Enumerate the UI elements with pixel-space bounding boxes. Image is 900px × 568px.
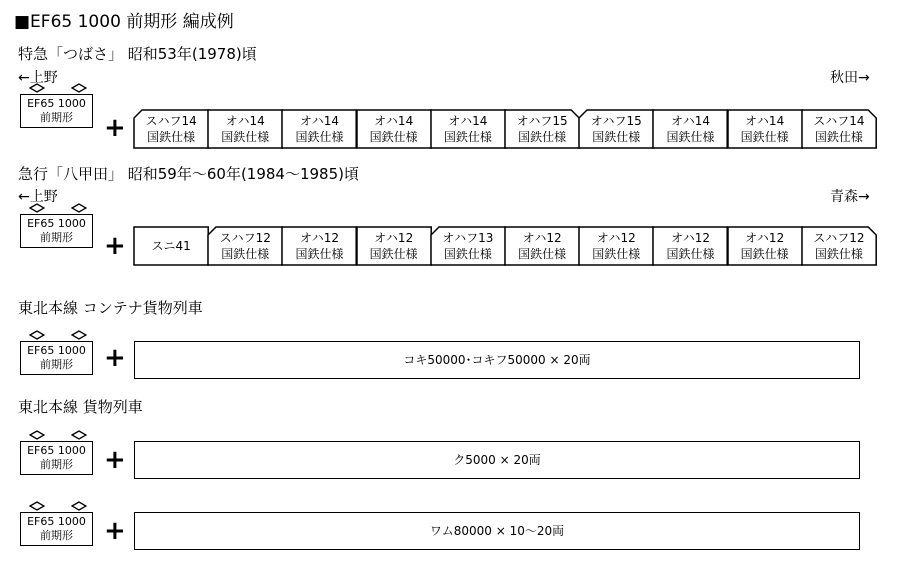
plus-sign: + xyxy=(104,445,126,475)
passenger-car xyxy=(653,110,727,148)
car-spec-label: 国鉄仕様 xyxy=(295,247,344,261)
passenger-car xyxy=(357,227,431,265)
freight-car-label: ワム80000 × 10～20両 xyxy=(429,524,565,538)
plus-sign: + xyxy=(104,113,126,143)
car-spec-label: 国鉄仕様 xyxy=(518,130,567,144)
passenger-car xyxy=(282,227,356,265)
car-spec-label: 国鉄仕様 xyxy=(443,247,492,261)
passenger-car xyxy=(208,227,282,265)
direction-right-akita: 秋田→ xyxy=(830,70,870,86)
car-spec-label: 国鉄仕様 xyxy=(666,130,715,144)
freight-car-block xyxy=(134,441,860,479)
locomotive-variant-label: 前期形 xyxy=(40,111,73,124)
locomotive-variant-label: 前期形 xyxy=(40,358,73,371)
car-type-label: オハ12 xyxy=(374,231,414,245)
car-type-label: オハフ13 xyxy=(442,231,494,245)
pantograph-icon xyxy=(71,203,87,213)
car-type-label: オハ14 xyxy=(225,114,265,128)
passenger-car xyxy=(431,110,505,148)
car-spec-label: 国鉄仕様 xyxy=(740,247,789,261)
passenger-car xyxy=(282,110,356,148)
passenger-car xyxy=(802,110,876,148)
car-spec-label: 国鉄仕様 xyxy=(295,130,344,144)
pantograph-icon xyxy=(29,83,45,93)
car-type-label: スハフ12 xyxy=(219,231,271,245)
car-type-label: オハ12 xyxy=(670,231,710,245)
passenger-car xyxy=(802,227,876,265)
freight-car-block xyxy=(134,341,860,379)
formation-heading-hakkoda: 急行「八甲田」 昭和59年～60年(1984～1985)頃 xyxy=(18,165,359,183)
car-spec-label: 国鉄仕様 xyxy=(814,130,863,144)
car-type-label: スハフ12 xyxy=(813,231,865,245)
locomotive-variant-label: 前期形 xyxy=(40,231,73,244)
direction-right-aomori: 青森→ xyxy=(830,189,870,205)
formation-heading-freight: 東北本線 貨物列車 xyxy=(18,398,143,416)
passenger-car xyxy=(431,227,505,265)
car-spec-label: 国鉄仕様 xyxy=(369,247,418,261)
car-spec-label: 国鉄仕様 xyxy=(666,247,715,261)
car-type-label: オハフ15 xyxy=(516,114,568,128)
plus-sign: + xyxy=(104,231,126,261)
passenger-car xyxy=(208,110,282,148)
car-spec-label: 国鉄仕様 xyxy=(592,247,641,261)
car-type-label: オハフ15 xyxy=(590,114,642,128)
pantograph-icon xyxy=(71,330,87,340)
car-type-label: オハ14 xyxy=(745,114,785,128)
car-spec-label: 国鉄仕様 xyxy=(221,247,270,261)
plus-sign: + xyxy=(104,516,126,546)
car-type-label: オハ12 xyxy=(596,231,636,245)
car-type-label: オハ14 xyxy=(299,114,339,128)
locomotive-model-label: EF65 1000 xyxy=(27,97,86,110)
pantograph-icon xyxy=(71,430,87,440)
formation-heading-container: 東北本線 コンテナ貨物列車 xyxy=(18,299,203,317)
direction-left-ueno: ←上野 xyxy=(18,70,58,86)
car-spec-label: 国鉄仕様 xyxy=(592,130,641,144)
passenger-car xyxy=(505,227,579,265)
car-type-label: スハフ14 xyxy=(145,114,197,128)
pantograph-icon xyxy=(29,501,45,511)
passenger-car xyxy=(134,227,208,265)
passenger-car xyxy=(728,110,802,148)
locomotive-variant-label: 前期形 xyxy=(40,529,73,542)
locomotive-model-label: EF65 1000 xyxy=(27,217,86,230)
car-type-label: オハ14 xyxy=(448,114,488,128)
car-spec-label: 国鉄仕様 xyxy=(740,130,789,144)
passenger-car xyxy=(505,110,579,148)
passenger-car xyxy=(357,110,431,148)
formation-heading-tsubasa: 特急「つばさ」 昭和53年(1978)頃 xyxy=(18,45,257,63)
locomotive-model-label: EF65 1000 xyxy=(27,444,86,457)
passenger-car xyxy=(134,110,208,148)
freight-car-block xyxy=(134,512,860,550)
car-type-label: オハ12 xyxy=(522,231,562,245)
passenger-car xyxy=(728,227,802,265)
freight-car-label: ク5000 × 20両 xyxy=(453,453,541,467)
car-type-label: オハ14 xyxy=(374,114,414,128)
page-title: ■EF65 1000 前期形 編成例 xyxy=(14,12,234,32)
direction-left-ueno: ←上野 xyxy=(18,189,58,205)
car-spec-label: 国鉄仕様 xyxy=(147,130,196,144)
locomotive-variant-label: 前期形 xyxy=(40,458,73,471)
locomotive-model-label: EF65 1000 xyxy=(27,344,86,357)
locomotive-ef65 xyxy=(20,214,93,248)
pantograph-icon xyxy=(29,430,45,440)
passenger-car xyxy=(579,110,653,148)
car-spec-label: 国鉄仕様 xyxy=(814,247,863,261)
passenger-car xyxy=(579,227,653,265)
plus-sign: + xyxy=(104,343,126,373)
locomotive-ef65 xyxy=(20,441,93,475)
pantograph-icon xyxy=(29,203,45,213)
passenger-car xyxy=(653,227,727,265)
freight-car-label: コキ50000･コキフ50000 × 20両 xyxy=(403,353,591,367)
car-type-label: スニ41 xyxy=(151,239,191,253)
car-spec-label: 国鉄仕様 xyxy=(443,130,492,144)
locomotive-model-label: EF65 1000 xyxy=(27,515,86,528)
car-type-label: オハ12 xyxy=(745,231,785,245)
car-type-label: オハ12 xyxy=(299,231,339,245)
pantograph-icon xyxy=(71,501,87,511)
pantograph-icon xyxy=(71,83,87,93)
locomotive-ef65 xyxy=(20,94,93,128)
car-spec-label: 国鉄仕様 xyxy=(221,130,270,144)
car-spec-label: 国鉄仕様 xyxy=(518,247,567,261)
car-spec-label: 国鉄仕様 xyxy=(369,130,418,144)
car-type-label: オハ14 xyxy=(670,114,710,128)
pantograph-icon xyxy=(29,330,45,340)
locomotive-ef65 xyxy=(20,341,93,375)
car-type-label: スハフ14 xyxy=(813,114,865,128)
locomotive-ef65 xyxy=(20,512,93,546)
